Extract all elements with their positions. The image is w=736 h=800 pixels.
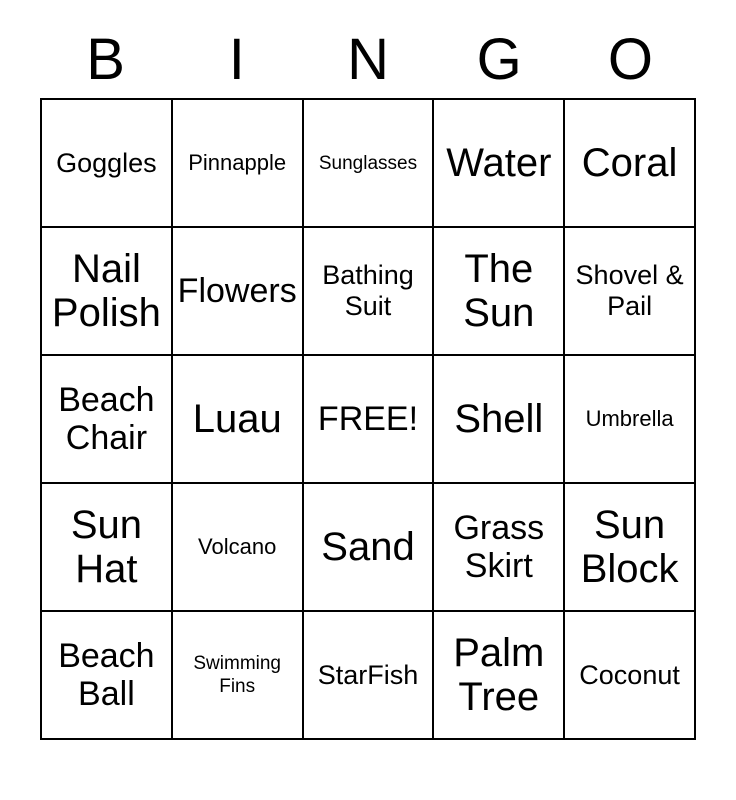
bingo-cell[interactable]: Sunglasses bbox=[303, 99, 434, 227]
header-letter-g: G bbox=[476, 27, 522, 92]
bingo-cell[interactable]: Sun Block bbox=[564, 483, 695, 611]
bingo-cell-free[interactable]: FREE! bbox=[303, 355, 434, 483]
bingo-cell[interactable]: Coconut bbox=[564, 611, 695, 739]
bingo-cell[interactable]: Grass Skirt bbox=[433, 483, 564, 611]
bingo-header bbox=[40, 0, 696, 92]
bingo-cell[interactable]: Palm Tree bbox=[433, 611, 564, 739]
bingo-row bbox=[41, 483, 695, 611]
bingo-cell[interactable]: Sun Hat bbox=[41, 483, 172, 611]
bingo-cell[interactable]: Coral bbox=[564, 99, 695, 227]
bingo-cell[interactable]: The Sun bbox=[433, 227, 564, 355]
bingo-cell[interactable]: Bathing Suit bbox=[303, 227, 434, 355]
bingo-cell[interactable]: Luau bbox=[172, 355, 303, 483]
header-letter-b: B bbox=[86, 27, 125, 92]
bingo-cell[interactable]: Shell bbox=[433, 355, 564, 483]
bingo-cell[interactable]: Goggles bbox=[41, 99, 172, 227]
header-letter-n: N bbox=[347, 27, 389, 92]
header-letter-o: O bbox=[607, 27, 653, 92]
bingo-cell[interactable]: Water bbox=[433, 99, 564, 227]
bingo-row bbox=[41, 99, 695, 227]
bingo-cell[interactable]: Shovel & Pail bbox=[564, 227, 695, 355]
bingo-cell[interactable]: Flowers bbox=[172, 227, 303, 355]
bingo-cell[interactable]: Beach Chair bbox=[41, 355, 172, 483]
bingo-cell[interactable]: Volcano bbox=[172, 483, 303, 611]
bingo-cell[interactable]: Umbrella bbox=[564, 355, 695, 483]
header-letter-i: I bbox=[228, 27, 245, 92]
bingo-row bbox=[41, 227, 695, 355]
bingo-cell[interactable]: Pinnapple bbox=[172, 99, 303, 227]
bingo-cell[interactable]: Nail Polish bbox=[41, 227, 172, 355]
bingo-row bbox=[41, 355, 695, 483]
bingo-row bbox=[41, 611, 695, 739]
bingo-cell[interactable]: Beach Ball bbox=[41, 611, 172, 739]
bingo-cell[interactable]: Swimming Fins bbox=[172, 611, 303, 739]
bingo-cell[interactable]: Sand bbox=[303, 483, 434, 611]
bingo-grid bbox=[40, 98, 696, 740]
bingo-cell[interactable]: StarFish bbox=[303, 611, 434, 739]
